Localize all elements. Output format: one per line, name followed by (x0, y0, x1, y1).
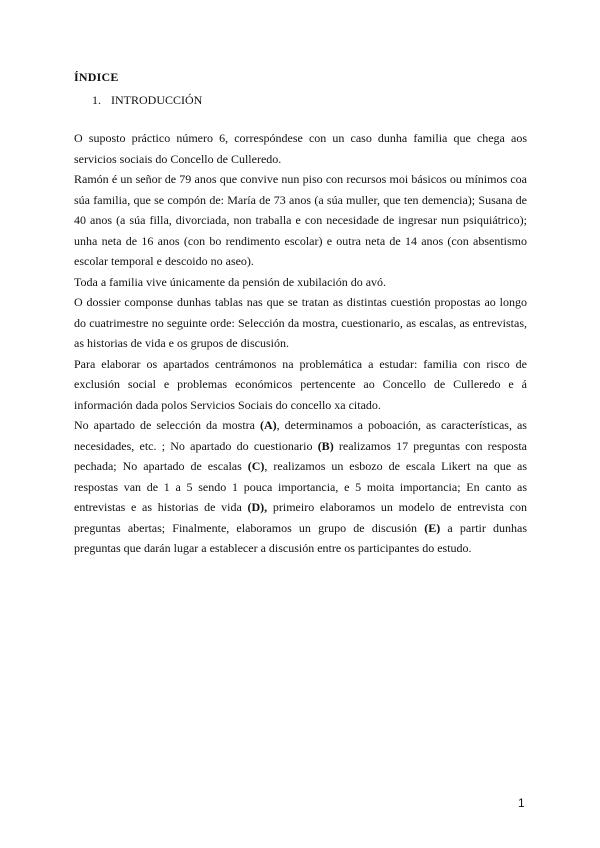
toc-item-label: INTRODUCCIÓN (111, 93, 203, 107)
section-label-e: (E) (424, 520, 441, 535)
section-label-d: (D), (247, 500, 268, 514)
paragraph-intro: O suposto práctico número 6, correspóndese con un caso dunha familia que chega aos servicios sociais do Concello de Culleredo. (74, 131, 527, 166)
section-label-c: (C) (247, 459, 265, 473)
page-number: 1 (518, 796, 525, 810)
section-label-a: (A) (260, 418, 277, 432)
paragraph-dossier: O dossier componse dunhas tablas nas que se tratan as distintas cuestión propostas ao longo do cuatrimestre no seguinte orde: Selección da mostra, cuestionario, as escalas, as entrevistas, as historias de vida e os grupos de discusión. (74, 295, 527, 350)
paragraph-sections (74, 415, 527, 559)
toc-item-number: 1. (92, 93, 101, 107)
toc-item-introduccion (92, 93, 202, 108)
paragraph-problematic: Para elaborar os apartados centrámonos na problemática a estudar: familia con risco de exclusión social e problemas económicos pertencente ao Concello de Culleredo e á información dada polos Servicios Sociais do concello xa citado. (74, 356, 527, 412)
paragraph-family: Ramón é un señor de 79 anos que convive nun piso con recursos moi básicos ou mínimos coa súa familia, que se compón de: María de 73 anos (a súa muller, que ten demencia); Susana de 40 anos (a súa filla, divorciada, non traballa e con necesidade de ingresar nun psiquiátrico); unha neta de 16 anos (con bo rendimento escolar) e outra neta de 14 anos (con absentismo escolar temporal e descoido no aseo). (74, 172, 527, 268)
sections-text-6: a partir dunhas preguntas que darán lugar a establecer a discusión entre os participantes do estudo. (74, 520, 528, 555)
sections-text-1: No apartado de selección da mostra (74, 418, 260, 432)
sections-text-4: , realizamos un esbozo de escala Likert na que as respostas van de 1 a 5 sendo 1 pouca importancia, e 5 moita importancia; En canto as entrevistas e as historias de vida (74, 459, 527, 514)
index-heading: ÍNDICE (74, 70, 119, 84)
paragraph-pension: Toda a familia vive únicamente da pensión de xubilación do avó. (74, 274, 387, 289)
section-label-b: (B) (317, 438, 334, 453)
body-text (74, 128, 527, 559)
sections-text-3: realizamos 17 preguntas con resposta pechada; No apartado de escalas (74, 438, 527, 473)
sections-text-5: primeiro elaboramos un modelo de entrevista con preguntas abertas; Finalmente, elaboramos un grupo de discusión (74, 500, 527, 535)
sections-text-2: , determinamos a poboación, as características, as necesidades, etc. ; No apartado do cuestionario (74, 418, 527, 453)
